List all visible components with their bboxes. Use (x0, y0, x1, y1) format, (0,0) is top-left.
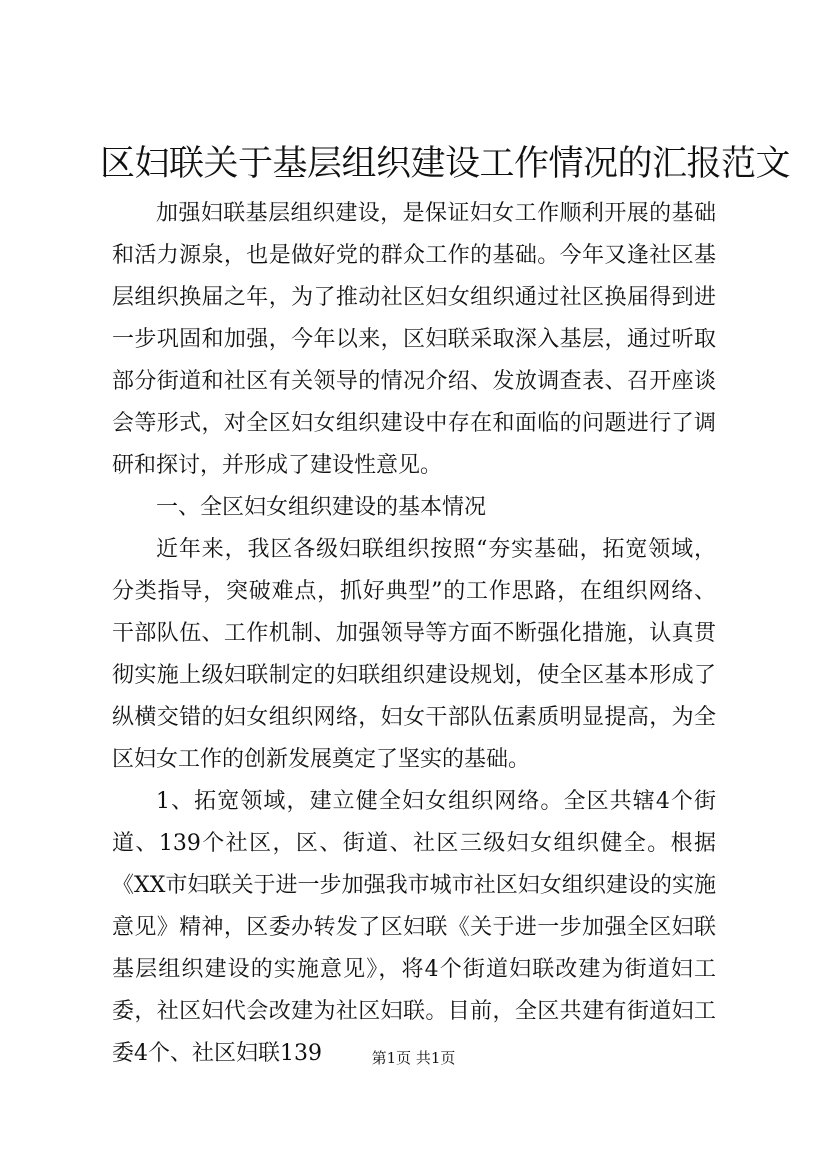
document-body (112, 193, 716, 1075)
section-heading-1: 一、全区妇女组织建设的基本情况 (156, 495, 487, 520)
document-title: 区妇联关于基层组织建设工作情况的汇报范文 (100, 144, 791, 184)
paragraph-intro: 加强妇联基层组织建设，是保证妇女工作顺利开展的基础和活力源泉，也是做好党的群众工作的基础。今年又逢社区基层组织换届之年，为了推动社区妇女组织通过社区换届得到进一步巩固和加强，今年以来，区妇联采取深入基层，通过听取部分街道和社区有关领导的情况介绍、发放调查表、召开座谈会等形式，对全区妇女组织建设中存在和面临的问题进行了调研和探讨，并形成了建设性意见。 (112, 201, 716, 478)
paragraph-item-1: 1、拓宽领域，建立健全妇女组织网络。全区共辖4个街道、139个社区，区、街道、社区三级妇女组织健全。根据《XX市妇联关于进一步加强我市城市社区妇女组织建设的实施意见》精神，区委办转发了区妇联《关于进一步加强全区妇联基层组织建设的实施意见》，将4个街道妇联改建为街道妇工委，社区妇代会改建为社区妇联。目前，全区共建有街道妇工委4个、社区妇联139 (112, 789, 716, 1066)
page-number-footer: 第1页 共1页 (371, 1049, 456, 1067)
paragraph-basic-situation: 近年来，我区各级妇联组织按照“夯实基础，拓宽领域，分类指导，突破难点，抓好典型”的工作思路，在组织网络、干部队伍、工作机制、加强领导等方面不断强化措施，认真贯彻实施上级妇联制定的妇联组织建设规划，使全区基本形成了纵横交错的妇女组织网络，妇女干部队伍素质明显提高，为全区妇女工作的创新发展奠定了坚实的基础。 (112, 537, 716, 772)
